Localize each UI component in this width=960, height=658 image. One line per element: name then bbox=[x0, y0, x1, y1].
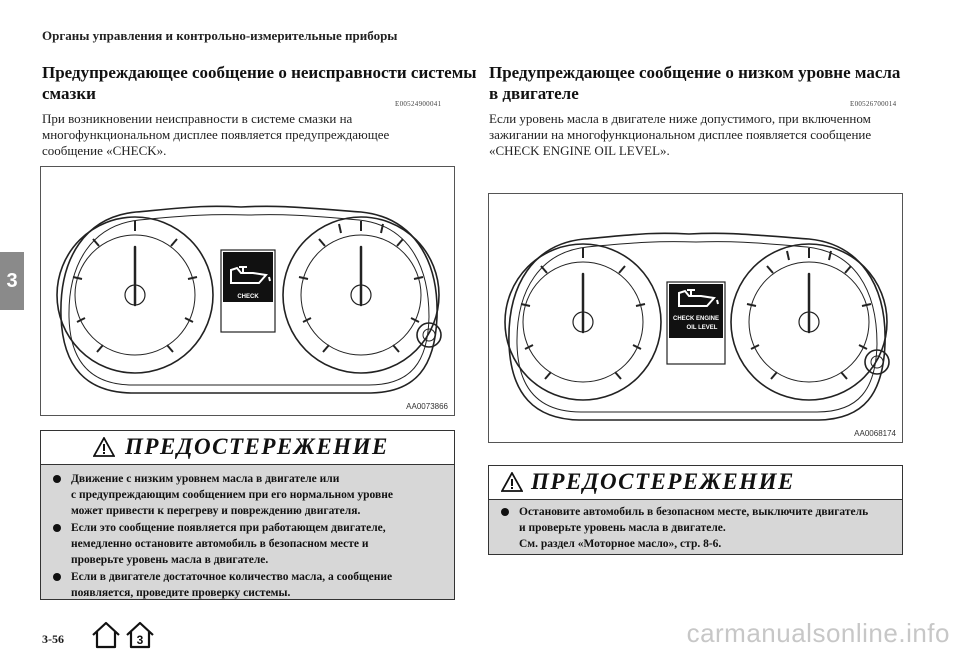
left-warning-list bbox=[41, 471, 451, 601]
left-figure bbox=[40, 166, 455, 416]
display-oil-level-text: OIL LEVEL bbox=[686, 325, 718, 331]
list-item: Остановите автомобиль в безопасном месте, выключите двигатель и проверьте уровень масла в двигателе. См. раздел «Моторное масло», стр. 8-6. bbox=[489, 504, 901, 552]
warning-triangle-icon bbox=[501, 472, 523, 497]
right-section-code: E00526700014 bbox=[850, 100, 897, 108]
warning-triangle-icon bbox=[93, 437, 115, 462]
list-item: Если это сообщение появляется при работающем двигателе, немедленно остановите автомобиль в безопасном месте и проверьте уровень масла в двигателе. bbox=[41, 520, 451, 568]
right-paragraph: Если уровень масла в двигателе ниже допустимого, при включенном зажигании на многофункциональном дисплее появляется сообщение «CHECK ENGINE OIL LEVEL». bbox=[489, 111, 872, 158]
list-item: Движение с низким уровнем масла в двигателе или с предупреждающим сообщением при его нормальном уровне может привести к перегреву и повреждению двигателя. bbox=[41, 471, 451, 519]
right-figure-code: AA0068174 bbox=[854, 429, 896, 438]
list-item: Если в двигателе достаточное количество масла, а сообщение появляется, проведите проверку системы. bbox=[41, 569, 451, 601]
right-warning-list bbox=[489, 504, 901, 552]
right-warning-header bbox=[489, 466, 902, 500]
left-section-title: Предупреждающее сообщение о неисправности системы смазки bbox=[42, 63, 477, 103]
right-warning-box bbox=[488, 465, 903, 555]
left-warning-header bbox=[41, 431, 454, 465]
instrument-cluster-illustration bbox=[41, 167, 454, 415]
right-section-title: Предупреждающее сообщение о низком уровне масла в двигателе bbox=[489, 63, 901, 103]
left-paragraph: При возникновении неисправности в системе смазки на многофункциональном дисплее появляется предупреждающее сообщение «CHECK». bbox=[42, 111, 390, 158]
left-figure-code: AA0073866 bbox=[406, 402, 448, 411]
instrument-cluster-illustration bbox=[489, 194, 902, 442]
right-figure bbox=[488, 193, 903, 443]
page-number: 3-56 bbox=[42, 632, 64, 646]
page-header: Органы управления и контрольно-измерительные приборы bbox=[42, 28, 398, 43]
chapter-tab[interactable]: 3 bbox=[0, 252, 24, 310]
chapter-home-icon[interactable] bbox=[124, 621, 156, 654]
left-warning-title: ПРЕДОСТЕРЕЖЕНИЕ bbox=[125, 434, 389, 459]
left-warning-box bbox=[40, 430, 455, 600]
svg-text:3: 3 bbox=[136, 633, 144, 647]
home-icon[interactable] bbox=[90, 621, 122, 654]
display-check-engine-text: CHECK ENGINE bbox=[672, 316, 720, 322]
watermark: carmanualsonline.info bbox=[686, 618, 950, 648]
right-warning-title: ПРЕДОСТЕРЕЖЕНИЕ bbox=[531, 469, 795, 494]
left-section-code: E00524900041 bbox=[395, 100, 442, 108]
display-check-text: CHECK bbox=[237, 294, 259, 300]
